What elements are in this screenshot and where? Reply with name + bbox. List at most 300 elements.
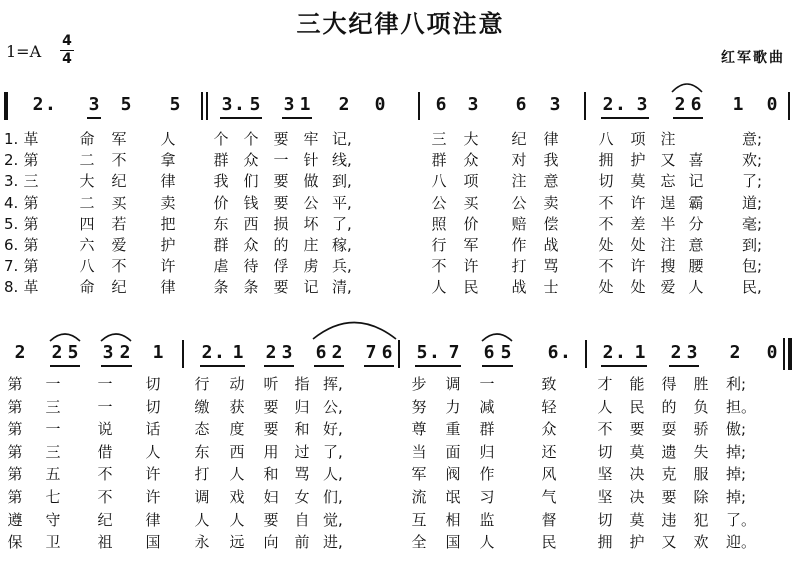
lyric-char: 戏	[229, 488, 245, 506]
lyric-char: 虏	[303, 257, 319, 276]
beam-underline	[415, 365, 461, 367]
note: 1	[299, 94, 311, 115]
lyric-char: 缴	[194, 397, 210, 416]
lyric-char: 命	[79, 278, 95, 297]
lyric-char: 纪	[111, 172, 127, 191]
lyric-char: 坚	[597, 465, 613, 484]
verse-number: 2.	[4, 151, 19, 170]
lyric-char: 东	[213, 214, 229, 233]
lyric-char: 项	[463, 172, 479, 191]
note: 2	[602, 342, 614, 363]
lyric-char: 归	[294, 397, 310, 416]
lyric-char: 了。	[726, 510, 757, 529]
lyric-char: 护	[160, 236, 176, 254]
lyric-char: 到;	[742, 236, 763, 254]
lyric-char: 克	[661, 465, 677, 484]
verse-number: 7.	[4, 257, 19, 276]
beam-underline	[50, 365, 80, 367]
lyric-char: 们,	[323, 488, 343, 506]
lyric-char: 利;	[726, 375, 747, 393]
note: 3	[549, 94, 561, 115]
lyric-char: 不	[111, 151, 127, 170]
beam-underline	[220, 117, 262, 119]
lyric-char: 遵	[7, 510, 23, 529]
lyric-char: 国	[445, 533, 461, 552]
lyric-char: 致	[541, 375, 557, 393]
note: 2	[674, 94, 686, 115]
lyric-char: 和	[263, 465, 279, 484]
beam-underline	[669, 365, 699, 367]
lyric-char: 民	[463, 278, 479, 297]
lyric-char: 价	[463, 214, 479, 233]
lyric-char: 骄	[693, 420, 709, 439]
lyric-char: 拿	[160, 151, 176, 170]
lyric-char: 注	[511, 172, 527, 191]
lyric-char: 负	[693, 397, 709, 416]
lyric-char: 习	[479, 488, 495, 506]
note: 2	[338, 94, 350, 115]
lyric-char: 一	[97, 375, 113, 393]
lyric-line	[0, 129, 801, 149]
beam-underline	[364, 365, 394, 367]
beam-underline	[101, 365, 132, 367]
lyric-char: 西	[243, 214, 259, 233]
lyric-char: 五	[45, 465, 61, 484]
lyric-char: 行	[431, 236, 447, 254]
lyric-char: 打	[194, 465, 210, 484]
lyric-char: 人	[479, 533, 495, 552]
lyric-char: 遗	[661, 442, 677, 461]
notation-row-1	[0, 94, 801, 118]
lyric-char: 作	[511, 236, 527, 254]
lyric-char: 许	[463, 257, 479, 276]
lyric-char: 除	[693, 488, 709, 506]
lyric-char: 群	[479, 420, 495, 439]
lyric-char: 霸	[688, 193, 704, 212]
lyric-char: 二	[79, 193, 95, 212]
lyric-line	[0, 277, 801, 297]
lyric-char: 永	[194, 533, 210, 552]
lyric-char: 命	[79, 130, 95, 148]
slur	[672, 84, 702, 92]
barline	[585, 340, 587, 368]
final-barline-thick	[788, 338, 792, 370]
lyric-char: 流	[411, 488, 427, 506]
lyric-char: 人	[229, 510, 245, 529]
note: 1	[732, 94, 744, 115]
lyric-char: 六	[79, 236, 95, 254]
lyric-char: 稼,	[332, 236, 352, 254]
lyric-char: 守	[45, 510, 61, 529]
barline	[182, 340, 184, 368]
lyric-char: 要	[263, 397, 279, 416]
lyric-char: 打	[511, 257, 527, 276]
time-signature-bottom: 4	[62, 51, 72, 67]
lyric-char: 一	[479, 375, 495, 393]
lyric-char: 腰	[688, 257, 704, 276]
lyric-char: 八	[431, 172, 447, 191]
lyric-char: 搜	[660, 257, 676, 276]
lyric-char: 得	[661, 375, 677, 393]
lyric-char: 努	[411, 397, 427, 416]
lyric-char: 第	[7, 442, 23, 461]
lyric-char: 革	[23, 278, 39, 297]
lyric-char: 失	[693, 442, 709, 461]
note: 2	[670, 342, 682, 363]
beam-underline	[482, 365, 513, 367]
lyric-char: 保	[7, 533, 23, 552]
lyric-char: 要	[263, 420, 279, 439]
lyric-char: 群	[431, 151, 447, 170]
lyric-char: 买	[463, 193, 479, 212]
note: 2	[32, 94, 44, 115]
lyric-char: 切	[597, 510, 613, 529]
lyric-char: 卖	[543, 193, 559, 212]
beam-underline	[264, 365, 294, 367]
lyric-char: 做	[303, 172, 319, 191]
lyric-line	[0, 171, 801, 191]
lyric-char: 律	[543, 130, 559, 148]
lyric-char: 分	[688, 214, 704, 233]
lyric-char: 一	[97, 397, 113, 416]
lyric-char: 对	[511, 151, 527, 170]
lyric-char: 前	[294, 533, 310, 552]
lyric-char: 意;	[742, 130, 763, 148]
composer-credit: 红军歌曲	[721, 50, 785, 66]
lyric-char: 坏	[303, 214, 319, 233]
lyric-char: 西	[229, 442, 245, 461]
time-signature	[60, 34, 74, 67]
lyric-char: 觉,	[323, 510, 343, 529]
lyric-char: 第	[23, 236, 39, 254]
lyric-char: 第	[7, 375, 23, 393]
lyric-char: 话	[145, 420, 161, 439]
lyric-char: 群	[213, 236, 229, 254]
lyric-char: 军	[111, 130, 127, 148]
note: 7	[448, 342, 460, 363]
lyric-char: 气	[541, 488, 557, 506]
lyric-char: 处	[630, 236, 646, 254]
lyric-char: 处	[598, 236, 614, 254]
lyric-char: 民	[629, 397, 645, 416]
slur	[313, 323, 396, 340]
beam-underline	[87, 117, 101, 119]
lyric-char: 三	[431, 130, 447, 148]
lyric-char: 爱	[660, 278, 676, 297]
lyric-char: 要	[273, 130, 289, 148]
lyric-char: 犯	[693, 510, 709, 529]
lyric-char: 全	[411, 533, 427, 552]
lyric-char: 损	[273, 214, 289, 233]
lyric-char: 重	[445, 420, 461, 439]
verse-number: 6.	[4, 236, 19, 254]
lyric-char: 的	[661, 397, 677, 416]
lyric-char: 人	[145, 442, 161, 461]
note: 6	[315, 342, 327, 363]
lyric-char: 纪	[111, 278, 127, 297]
lyric-char: 借	[97, 442, 113, 461]
note: 2	[119, 342, 131, 363]
augmentation-dot: .	[216, 342, 223, 363]
note: 3	[636, 94, 648, 115]
lyric-char: 线,	[332, 151, 352, 170]
lyric-char: 违	[661, 510, 677, 529]
lyric-char: 庄	[303, 236, 319, 254]
lyric-char: 妇	[263, 488, 279, 506]
lyric-char: 国	[145, 533, 161, 552]
lyric-char: 不	[597, 420, 613, 439]
note: 1	[634, 342, 646, 363]
lyric-char: 要	[661, 488, 677, 506]
lyric-char: 护	[630, 151, 646, 170]
lyric-char: 众	[541, 420, 557, 439]
lyric-char: 战	[511, 278, 527, 297]
lyric-char: 不	[431, 257, 447, 276]
lyric-char: 还	[541, 442, 557, 461]
lyric-char: 互	[411, 510, 427, 529]
lyric-char: 自	[294, 510, 310, 529]
note: 6	[690, 94, 702, 115]
lyric-char: 说	[97, 420, 113, 439]
note: 3	[88, 94, 100, 115]
lyric-char: 第	[23, 257, 39, 276]
lyric-char: 许	[145, 465, 161, 484]
lyric-char: 切	[145, 375, 161, 393]
note: 5	[249, 94, 261, 115]
lyric-char: 能	[629, 375, 645, 393]
lyric-char: 偿	[543, 214, 559, 233]
augmentation-dot: .	[47, 94, 54, 115]
note: 3	[467, 94, 479, 115]
lyric-char: 若	[111, 214, 127, 233]
lyric-char: 买	[111, 193, 127, 212]
lyric-char: 减	[479, 397, 495, 416]
beam-underline	[200, 365, 245, 367]
lyric-char: 不	[111, 257, 127, 276]
barline	[584, 92, 586, 120]
lyric-char: 意	[688, 236, 704, 254]
lyric-char: 忘	[660, 172, 676, 191]
lyric-char: 要	[273, 172, 289, 191]
note: 2	[602, 94, 614, 115]
note: 5	[67, 342, 79, 363]
note: 5	[500, 342, 512, 363]
note: 3	[283, 94, 295, 115]
lyric-char: 过	[294, 442, 310, 461]
note: 6	[381, 342, 393, 363]
lyric-char: 听	[263, 375, 279, 393]
lyric-char: 莫	[630, 172, 646, 191]
lyric-char: 阀	[445, 465, 461, 484]
lyric-char: 拥	[598, 151, 614, 170]
lyric-char: 记	[303, 278, 319, 297]
lyric-char: 莫	[629, 442, 645, 461]
lyric-char: 要	[273, 278, 289, 297]
lyric-char: 用	[263, 442, 279, 461]
beam-underline	[601, 365, 647, 367]
lyric-char: 到,	[332, 172, 352, 191]
start-barline	[4, 92, 8, 120]
note: 6	[483, 342, 495, 363]
lyric-line	[0, 464, 801, 484]
notation-row-2	[0, 342, 801, 366]
lyric-char: 差	[630, 214, 646, 233]
lyric-char: 革	[23, 130, 39, 148]
lyric-char: 众	[463, 151, 479, 170]
lyric-char: 赔	[511, 214, 527, 233]
lyric-char: 不	[97, 465, 113, 484]
lyric-char: 处	[630, 278, 646, 297]
lyric-char: 条	[213, 278, 229, 297]
lyric-char: 许	[145, 488, 161, 506]
lyric-line	[0, 510, 801, 530]
note: 3	[221, 94, 233, 115]
lyric-char: 步	[411, 375, 427, 393]
lyric-char: 我	[543, 151, 559, 170]
lyric-char: 又	[660, 151, 676, 170]
lyric-char: 包;	[742, 257, 763, 276]
verse-number: 3.	[4, 172, 19, 191]
lyric-char: 好,	[323, 420, 343, 439]
lyric-char: 群	[213, 151, 229, 170]
lyric-char: 喜	[688, 151, 704, 170]
lyric-char: 拥	[597, 533, 613, 552]
note: 3	[686, 342, 698, 363]
lyric-char: 一	[273, 151, 289, 170]
lyric-char: 七	[45, 488, 61, 506]
lyric-char: 民	[541, 533, 557, 552]
lyric-char: 第	[7, 465, 23, 484]
lyric-char: 和	[294, 420, 310, 439]
lyric-char: 了,	[332, 214, 352, 233]
augmentation-dot: .	[431, 342, 438, 363]
verse-number: 4.	[4, 193, 19, 212]
note: 6	[515, 94, 527, 115]
lyric-char: 民,	[742, 278, 762, 297]
lyric-char: 许	[630, 257, 646, 276]
lyric-char: 获	[229, 397, 245, 416]
note: 2	[331, 342, 343, 363]
lyric-char: 大	[79, 172, 95, 191]
augmentation-dot: .	[562, 342, 569, 363]
lyric-char: 兵,	[332, 257, 352, 276]
note: 2	[265, 342, 277, 363]
lyric-char: 平,	[332, 193, 352, 212]
lyric-char: 监	[479, 510, 495, 529]
note: 0	[766, 94, 778, 115]
lyric-char: 待	[243, 257, 259, 276]
lyric-line	[0, 397, 801, 417]
lyric-char: 纪	[97, 510, 113, 529]
lyric-char: 要	[263, 510, 279, 529]
lyric-char: 掉;	[726, 488, 747, 506]
lyric-char: 律	[160, 172, 176, 191]
verse-number: 1.	[4, 130, 19, 148]
lyric-char: 们	[243, 172, 259, 191]
lyric-line	[0, 532, 801, 552]
lyric-char: 许	[630, 193, 646, 212]
note: 3	[281, 342, 293, 363]
lyric-char: 毫;	[742, 214, 763, 233]
lyric-char: 人	[597, 397, 613, 416]
note: 2	[729, 342, 741, 363]
note: 0	[766, 342, 778, 363]
lyric-char: 护	[629, 533, 645, 552]
lyric-char: 众	[243, 151, 259, 170]
slur	[482, 334, 512, 341]
lyric-char: 不	[598, 214, 614, 233]
lyric-char: 坚	[597, 488, 613, 506]
lyric-char: 四	[79, 214, 95, 233]
note: 2	[14, 342, 26, 363]
lyric-char: 决	[629, 465, 645, 484]
lyric-char: 耍	[661, 420, 677, 439]
lyric-char: 我	[213, 172, 229, 191]
final-barline	[783, 338, 785, 370]
note: 0	[374, 94, 386, 115]
lyric-char: 才	[597, 375, 613, 393]
lyric-char: 远	[229, 533, 245, 552]
lyric-char: 态	[194, 420, 210, 439]
lyric-char: 调	[445, 375, 461, 393]
lyric-char: 欢	[693, 533, 709, 552]
lyric-char: 挥,	[323, 375, 343, 393]
lyric-char: 莫	[629, 510, 645, 529]
lyric-line	[0, 419, 801, 439]
lyric-char: 第	[23, 214, 39, 233]
lyric-char: 把	[160, 214, 176, 233]
lyric-char: 傲;	[726, 420, 747, 439]
lyric-char: 督	[541, 510, 557, 529]
note: 6	[547, 342, 559, 363]
lyric-char: 尊	[411, 420, 427, 439]
lyric-char: 半	[660, 214, 676, 233]
lyric-char: 氓	[445, 488, 461, 506]
lyric-char: 不	[97, 488, 113, 506]
lyric-line	[0, 214, 801, 234]
beam-underline	[314, 365, 344, 367]
note: 5	[169, 94, 181, 115]
lyric-char: 记,	[332, 130, 352, 148]
lyric-char: 度	[229, 420, 245, 439]
lyric-char: 八	[79, 257, 95, 276]
lyric-char: 风	[541, 465, 557, 484]
time-signature-top: 4	[62, 33, 72, 49]
note: 1	[232, 342, 244, 363]
lyric-char: 胜	[693, 375, 709, 393]
lyric-char: 照	[431, 214, 447, 233]
lyric-char: 战	[543, 236, 559, 254]
lyric-char: 公	[511, 193, 527, 212]
lyric-char: 军	[411, 465, 427, 484]
lyric-char: 当	[411, 442, 427, 461]
lyric-char: 针	[303, 151, 319, 170]
lyric-char: 进,	[323, 533, 343, 552]
lyric-char: 向	[263, 533, 279, 552]
lyric-char: 调	[194, 488, 210, 506]
lyric-char: 大	[463, 130, 479, 148]
lyric-char: 轻	[541, 397, 557, 416]
lyric-line	[0, 256, 801, 276]
lyric-char: 切	[145, 397, 161, 416]
lyric-char: 面	[445, 442, 461, 461]
lyric-char: 注	[660, 130, 676, 148]
lyric-char: 第	[7, 420, 23, 439]
lyric-char: 公	[431, 193, 447, 212]
lyric-char: 清,	[332, 278, 352, 297]
lyric-char: 相	[445, 510, 461, 529]
lyric-char: 公,	[323, 397, 343, 416]
